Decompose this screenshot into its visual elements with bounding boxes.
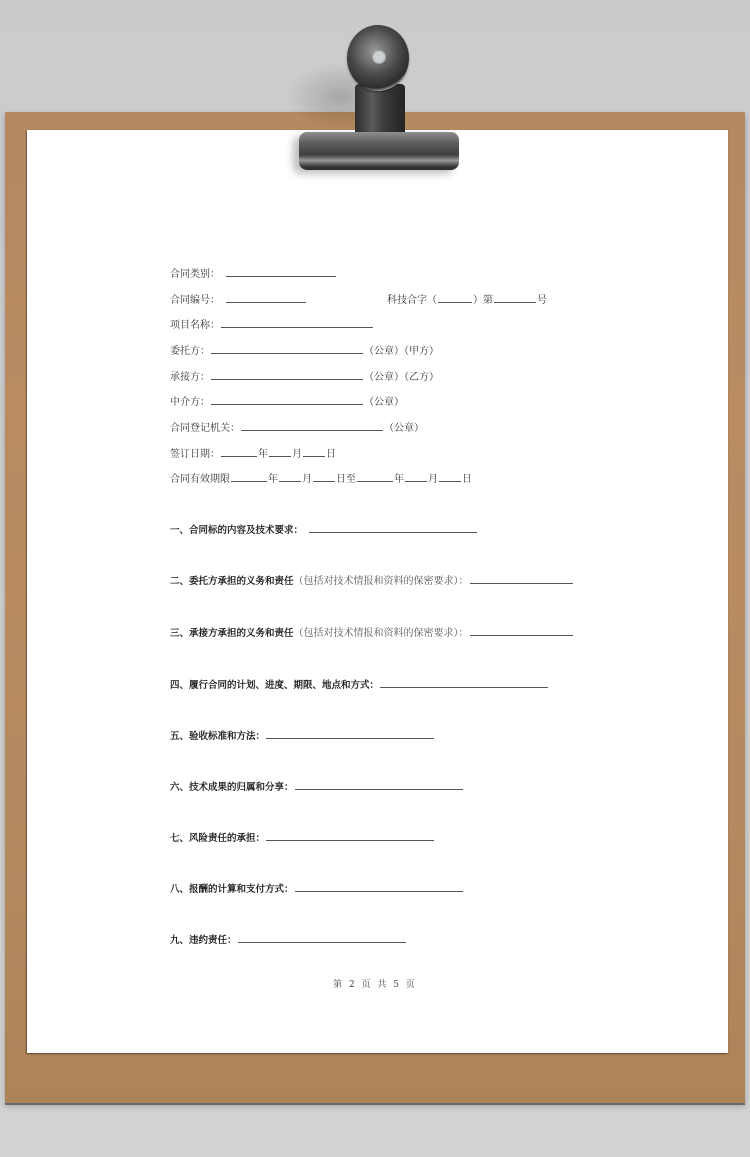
registration-authority-blank[interactable] xyxy=(241,420,383,431)
sign-day-blank[interactable] xyxy=(303,446,325,457)
field-label: 合同编号： xyxy=(170,295,220,306)
code-number-blank[interactable] xyxy=(494,292,536,303)
end-day-blank[interactable] xyxy=(439,471,461,482)
field-validity-period xyxy=(170,471,472,487)
intermediary-blank[interactable] xyxy=(211,394,363,405)
section-2 xyxy=(170,573,574,589)
section-3-blank[interactable] xyxy=(470,625,573,636)
field-contract-type xyxy=(170,266,337,282)
month-label: 月 xyxy=(292,449,302,460)
start-year-blank[interactable] xyxy=(231,471,267,482)
field-label: 委托方： xyxy=(170,346,210,357)
field-client xyxy=(170,343,439,359)
section-title: 八、报酬的计算和支付方式： xyxy=(170,884,294,895)
field-label: 项目名称： xyxy=(170,320,220,331)
start-day-blank[interactable] xyxy=(313,471,335,482)
month-label: 月 xyxy=(302,474,312,485)
day-label: 日 xyxy=(462,474,472,485)
section-title: 二、委托方承担的义务和责任 xyxy=(170,576,294,587)
end-year-blank[interactable] xyxy=(357,471,393,482)
contract-number-blank[interactable] xyxy=(226,292,306,303)
section-note: （包括对技术情报和资料的保密要求）： xyxy=(293,576,469,587)
day-label: 日 xyxy=(326,449,336,460)
seal-note: （公章） xyxy=(384,423,424,434)
project-name-blank[interactable] xyxy=(221,317,373,328)
section-9 xyxy=(170,932,407,948)
section-title: 六、技术成果的归属和分享： xyxy=(170,782,294,793)
code-mid: ）第 xyxy=(473,295,493,306)
section-5-blank[interactable] xyxy=(266,728,434,739)
seal-note: （公章）（甲方） xyxy=(364,346,439,357)
seal-note: （公章）（乙方） xyxy=(364,372,439,383)
section-title: 七、风险责任的承担： xyxy=(170,833,266,844)
code-prefix: 科技合字（ xyxy=(387,295,437,306)
section-title: 五、验收标准和方法： xyxy=(170,731,266,742)
year-label: 年 xyxy=(268,474,278,485)
year-label: 年 xyxy=(258,449,268,460)
section-6-blank[interactable] xyxy=(295,779,463,790)
year-label: 年 xyxy=(394,474,404,485)
field-label: 中介方： xyxy=(170,397,210,408)
field-label: 签订日期： xyxy=(170,449,220,460)
month-label: 月 xyxy=(428,474,438,485)
sign-month-blank[interactable] xyxy=(269,446,291,457)
section-4 xyxy=(170,677,549,693)
section-6 xyxy=(170,779,464,795)
code-suffix: 号 xyxy=(537,295,547,306)
client-blank[interactable] xyxy=(211,343,363,354)
section-title: 三、承接方承担的义务和责任 xyxy=(170,628,294,639)
section-5 xyxy=(170,728,435,744)
start-month-blank[interactable] xyxy=(279,471,301,482)
section-3 xyxy=(170,625,574,641)
field-contract-number xyxy=(170,292,307,308)
section-4-blank[interactable] xyxy=(380,677,548,688)
end-month-blank[interactable] xyxy=(405,471,427,482)
section-title: 九、违约责任： xyxy=(170,935,237,946)
seal-note: （公章） xyxy=(364,397,404,408)
field-intermediary xyxy=(170,394,404,410)
section-7-blank[interactable] xyxy=(266,830,434,841)
code-year-blank[interactable] xyxy=(438,292,472,303)
section-note: （包括对技术情报和资料的保密要求）： xyxy=(293,628,469,639)
section-8 xyxy=(170,881,464,897)
section-8-blank[interactable] xyxy=(295,881,463,892)
section-2-blank[interactable] xyxy=(470,573,573,584)
field-label: 承接方： xyxy=(170,372,210,383)
field-project-name xyxy=(170,317,374,333)
contract-type-blank[interactable] xyxy=(226,266,336,277)
section-title: 一、合同标的内容及技术要求： xyxy=(170,525,304,536)
section-1 xyxy=(170,522,478,538)
tech-contract-code xyxy=(387,292,547,308)
field-registration-authority xyxy=(170,420,424,436)
section-title: 四、履行合同的计划、进度、期限、地点和方式： xyxy=(170,680,380,691)
field-contractor xyxy=(170,369,439,385)
field-label: 合同登记机关： xyxy=(170,423,240,434)
section-1-blank[interactable] xyxy=(309,522,477,533)
section-9-blank[interactable] xyxy=(238,932,406,943)
field-label: 合同有效期限 xyxy=(170,474,230,485)
day-to-label: 日至 xyxy=(336,474,356,485)
page-number: 第 2 页 共 5 页 xyxy=(333,980,417,990)
contractor-blank[interactable] xyxy=(211,369,363,380)
field-signing-date xyxy=(170,446,336,462)
field-label: 合同类别： xyxy=(170,269,220,280)
section-7 xyxy=(170,830,435,846)
sign-year-blank[interactable] xyxy=(221,446,257,457)
